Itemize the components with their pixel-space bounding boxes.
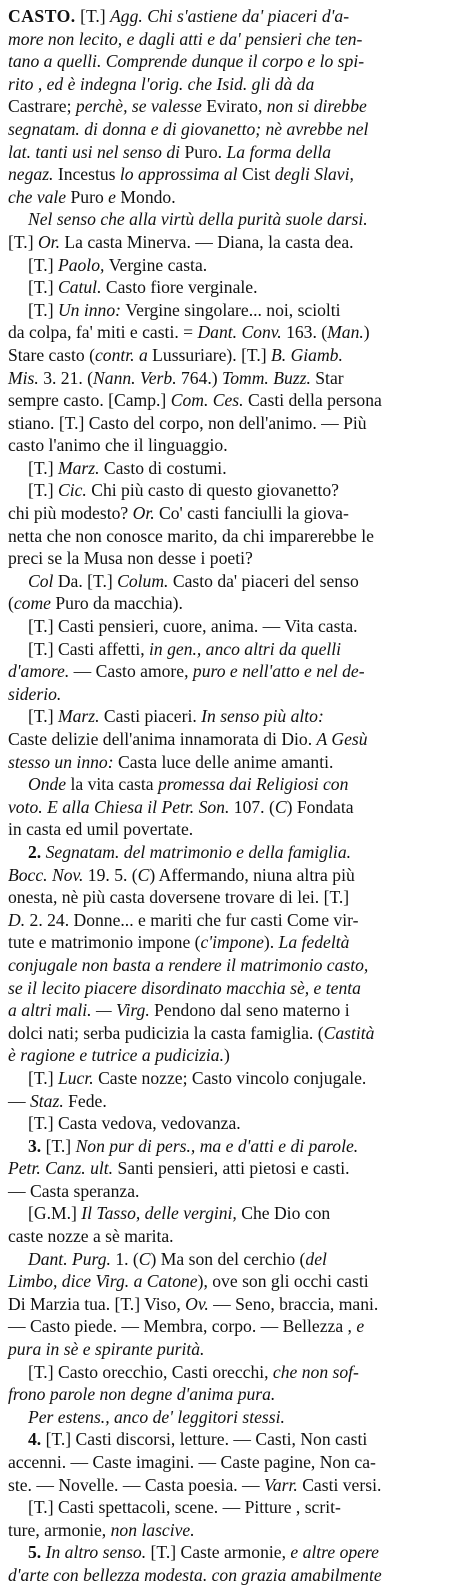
italic-text: perchè, se valesse: [75, 96, 207, 117]
text-run: [T.]: [28, 480, 58, 501]
italic-text: Dant. Conv.: [197, 322, 287, 343]
italic-text: d'amore.: [8, 661, 74, 682]
text-run: 2. 24. Donne... e mariti che fur casti Come vir-: [29, 909, 359, 930]
italic-text: che non sof-: [272, 1361, 359, 1382]
entry-line: [8, 208, 467, 231]
italic-text: Segnatam. del matrimonio e della famiglia.: [45, 841, 352, 862]
italic-text: La forma della: [226, 141, 332, 162]
italic-text: more non lecito, e dagli atti e da' pensieri che ten-: [8, 28, 363, 49]
italic-text: Col: [28, 570, 58, 591]
entry-line: [8, 886, 467, 909]
text-run: [T.]: [28, 277, 58, 298]
text-run: Lussuriare). [T.]: [152, 344, 272, 365]
entry-line: [8, 50, 467, 73]
entry-line: [8, 118, 467, 141]
text-run: Mondo.: [120, 186, 176, 207]
italic-text: come: [13, 593, 56, 614]
entry-line: [8, 95, 467, 118]
italic-text: siderio.: [8, 683, 62, 704]
text-run: Chi più casto di questo giovanetto?: [91, 480, 339, 501]
entry-line: [8, 1112, 467, 1135]
entry-line: [8, 1338, 467, 1361]
entry-line: [8, 683, 467, 706]
entry-line: [8, 705, 467, 728]
text-run: [T.] Caste armonie,: [150, 1542, 291, 1563]
italic-text: non lascive.: [110, 1519, 195, 1540]
entry-line: [8, 1541, 467, 1564]
entry-line: [8, 163, 467, 186]
italic-text: del: [305, 1248, 327, 1269]
italic-text: Man.: [327, 322, 364, 343]
italic-text: stesso un inno:: [8, 751, 118, 772]
italic-text: B. Giamb.: [271, 344, 343, 365]
text-run: Casto da' piaceri del senso: [172, 570, 359, 591]
entry-line: [8, 864, 467, 887]
italic-text: puro e nell'atto e nel de-: [192, 661, 365, 682]
italic-text: Lucr.: [57, 1067, 99, 1088]
entry-line: [8, 570, 467, 593]
text-run: ), ove son gli occhi casti: [197, 1271, 369, 1292]
italic-text: e: [356, 1316, 365, 1337]
sense-number: 4.: [28, 1429, 46, 1450]
text-run: casto l'animo che il linguaggio.: [8, 435, 228, 456]
text-run: Stare casto (: [8, 344, 95, 365]
entry-line: [8, 1180, 467, 1203]
text-run: accenni. — Caste imagini. — Caste pagine, Non ca-: [8, 1452, 376, 1472]
italic-text: Dant. Purg.: [28, 1248, 116, 1269]
italic-text: pura in sè e spirante purità.: [8, 1339, 205, 1360]
italic-text: se il lecito piacere disordinato macchia sè, e tenta: [8, 977, 361, 998]
italic-text: Or.: [37, 231, 65, 252]
italic-text: Limbo, dice Virg. a Catone: [8, 1271, 198, 1292]
text-run: 3. 21. (: [43, 367, 94, 388]
sense-number: 3.: [28, 1135, 46, 1156]
italic-text: Onde: [28, 774, 71, 795]
text-run: Pendono dal seno materno i: [154, 1000, 350, 1021]
italic-text: Castità: [323, 1022, 375, 1043]
entry-line: [8, 321, 467, 344]
italic-text: Per estens., anco de' leggitori stessi.: [28, 1406, 285, 1427]
text-run: [T.]: [8, 231, 38, 252]
text-run: [T.] Casti affetti,: [28, 638, 149, 659]
italic-text: segnatam. di donna e di giovanetto; nè avrebbe nel: [8, 118, 369, 139]
text-run: —: [8, 1090, 30, 1111]
italic-text: Mis.: [8, 367, 44, 388]
text-run: Di Marzia tua. [T.] Viso,: [8, 1293, 186, 1314]
italic-text: Cic.: [57, 480, 92, 501]
italic-text: rito , ed è indegna l'orig. che Isid. gli dà da: [8, 73, 315, 94]
italic-text: D.: [8, 909, 30, 930]
italic-text: In altro senso.: [45, 1542, 151, 1563]
entry-line: [8, 592, 467, 615]
text-run: Puro da macchia).: [55, 593, 183, 614]
entry-line: [8, 1564, 467, 1587]
text-run: Da. [T.]: [57, 570, 118, 591]
text-run: Vergine singolare... noi, sciolti: [125, 299, 341, 320]
text-run: onesta, nè più casta doversene trovare di lei. [T.]: [8, 887, 350, 908]
entry-line: [8, 773, 467, 796]
text-run: Casti piaceri.: [103, 706, 202, 727]
text-run: Co' casti fanciulli la giova-: [159, 503, 349, 524]
text-run: Puro.: [184, 141, 227, 162]
entry-line: [8, 1090, 467, 1113]
entry-line: [8, 1315, 467, 1338]
text-run: stiano. [T.] Casto del corpo, non dell'animo. — Più: [8, 412, 367, 433]
italic-text: Colum.: [117, 570, 173, 591]
text-run: Cist: [241, 164, 275, 185]
entry-line: [8, 1248, 467, 1271]
entry-line: [8, 909, 467, 932]
italic-text: non si direbbe: [266, 96, 367, 117]
entry-line: [8, 389, 467, 412]
text-run: ture, armonie,: [8, 1519, 111, 1540]
entry-line: [8, 638, 467, 661]
italic-text: promessa dai Religiosi con: [157, 774, 349, 795]
text-run: — Casto amore,: [73, 661, 193, 682]
text-run: [T.]: [28, 706, 58, 727]
entry-line: [8, 1022, 467, 1045]
sense-number: 5.: [28, 1542, 46, 1563]
text-run: Casti della persona: [247, 390, 382, 411]
entry-line: [8, 1519, 467, 1542]
text-run: 19. 5. (: [87, 864, 138, 885]
entry-line: [8, 1135, 467, 1158]
entry-line: [8, 1157, 467, 1180]
dictionary-entry-casto: [8, 5, 467, 1587]
italic-text: Nel senso che alla virtù della purità suole darsi.: [28, 209, 368, 230]
italic-text: contr. a: [94, 344, 153, 365]
italic-text: Paolo,: [57, 254, 109, 275]
italic-text: a altri mali. — Virg.: [8, 1000, 155, 1021]
italic-text: degli Slavi,: [274, 164, 354, 185]
text-run: [T.]: [28, 299, 58, 320]
entry-line: [8, 841, 467, 864]
entry-line: [8, 28, 467, 51]
entry-line: [8, 728, 467, 751]
entry-line: [8, 231, 467, 254]
entry-line: [8, 457, 467, 480]
text-run: caste nozze a sè marita.: [8, 1226, 174, 1247]
entry-line: [8, 1293, 467, 1316]
italic-text: Un inno:: [57, 299, 126, 320]
italic-text: Catul.: [57, 277, 106, 298]
text-run: [T.] Casti spettacoli, scene. — Pitture , scrit-: [28, 1497, 341, 1518]
entry-line: [8, 1451, 467, 1474]
text-run: Caste nozze; Casto vincolo conjugale.: [98, 1067, 367, 1088]
italic-text: lo approssima al: [119, 164, 242, 185]
entry-line: [8, 1067, 467, 1090]
italic-text: A Gesù: [316, 729, 368, 749]
entry-line: [8, 977, 467, 1000]
entry-line: [8, 1270, 467, 1293]
italic-text: Petr. Canz. ult.: [8, 1158, 118, 1179]
text-run: Star: [315, 367, 344, 388]
text-run: ) Fondata: [286, 796, 354, 817]
entry-line: [8, 999, 467, 1022]
text-run: [T.] Casti discorsi, letture. — Casti, Non casti: [45, 1429, 368, 1450]
text-run: da colpa, fa' miti e casti. =: [8, 322, 198, 343]
entry-line: [8, 1044, 467, 1067]
headword: CASTO.: [8, 6, 76, 26]
entry-line: [8, 547, 467, 570]
entry-line: [8, 660, 467, 683]
text-run: Santi pensieri, atti pietosi e casti.: [117, 1158, 350, 1179]
italic-text: frono parole non degne d'anima pura.: [8, 1384, 276, 1405]
entry-line: [8, 525, 467, 548]
italic-text: Agg. Chi s'astiene da' piaceri d'a-: [110, 6, 350, 26]
text-run: [T.]: [28, 254, 58, 275]
text-run: 163. (: [286, 322, 328, 343]
italic-text: Marz.: [57, 457, 104, 478]
text-run: [T.] Casta vedova, vedovanza.: [28, 1113, 241, 1134]
text-run: [T.]: [75, 6, 111, 26]
entry-line: [8, 344, 467, 367]
italic-text: è ragione e tutrice a pudicizia.: [8, 1045, 224, 1066]
italic-text: Bocc. Nov.: [8, 864, 88, 885]
text-run: La casta Minerva. — Diana, la casta dea.: [64, 231, 354, 252]
entry-line: [8, 1406, 467, 1429]
text-run: 1. (: [115, 1248, 139, 1269]
entry-line: [8, 5, 467, 28]
italic-text: Staz.: [30, 1090, 69, 1111]
italic-text: Tomm. Buzz.: [222, 367, 316, 388]
italic-text: In senso più alto:: [201, 706, 324, 727]
text-run: tute e matrimonio impone (: [8, 932, 201, 953]
entry-line: [8, 502, 467, 525]
sense-number: 2.: [28, 841, 46, 862]
entry-line: [8, 434, 467, 457]
text-run: in casta ed umil povertate.: [8, 819, 194, 840]
text-run: [G.M.]: [28, 1203, 82, 1224]
entry-line: [8, 254, 467, 277]
italic-text: Varr.: [264, 1474, 303, 1495]
text-run: ) Ma son del cerchio (: [150, 1248, 306, 1269]
text-run: 107. (: [233, 796, 275, 817]
text-run: chi più modesto?: [8, 503, 133, 524]
text-run: [T.]: [28, 1067, 58, 1088]
entry-line: [8, 186, 467, 209]
text-run: la vita casta: [70, 774, 158, 795]
text-run: preci se la Musa non desse i poeti?: [8, 548, 253, 569]
text-run: Castrare;: [8, 96, 76, 117]
text-run: Casto fiore verginale.: [105, 277, 258, 298]
text-run: — Casta speranza.: [8, 1180, 140, 1201]
text-run: Che Dio con: [241, 1203, 331, 1224]
entry-line: [8, 141, 467, 164]
entry-line: [8, 412, 467, 435]
text-run: 764.): [181, 367, 223, 388]
italic-text: Il Tasso, delle vergini,: [81, 1203, 242, 1224]
italic-text: negaz.: [8, 164, 58, 185]
entry-line: [8, 276, 467, 299]
text-run: ) Affermando, niuna altra più: [149, 864, 355, 885]
entry-line: [8, 479, 467, 502]
text-run: (: [8, 593, 14, 614]
entry-line: [8, 1496, 467, 1519]
entry-line: [8, 1361, 467, 1384]
text-run: ): [363, 322, 370, 343]
text-run: [T.]: [28, 457, 58, 478]
text-run: Puro: [70, 186, 109, 207]
text-run: [T.] Casti pensieri, cuore, anima. — Vita casta.: [28, 616, 358, 637]
text-run: dolci nati; serba pudicizia la casta famiglia. (: [8, 1022, 324, 1043]
italic-text: lat. tanti usi nel senso di: [8, 141, 185, 162]
italic-text: che vale: [8, 186, 71, 207]
entry-line: [8, 1428, 467, 1451]
italic-text: La fedeltà: [278, 932, 350, 953]
entry-line: [8, 1474, 467, 1497]
italic-text: voto. E alla Chiesa il Petr. Son.: [8, 796, 234, 817]
entry-line: [8, 299, 467, 322]
text-run: — Casto piede. — Membra, corpo. — Bellezza ,: [8, 1316, 357, 1337]
text-run: Vergine casta.: [108, 254, 208, 275]
entry-line: [8, 1383, 467, 1406]
entry-line: [8, 751, 467, 774]
italic-text: C: [274, 796, 287, 817]
text-run: netta che non conosce marito, da chi imparerebbe le: [8, 525, 374, 546]
italic-text: d'arte con bellezza modesta. con grazia amabilmente: [8, 1564, 382, 1585]
text-run: ste. — Novelle. — Casta poesia. —: [8, 1474, 265, 1495]
text-run: [T.] Casto orecchio, Casti orecchi,: [28, 1361, 273, 1382]
italic-text: C: [137, 864, 150, 885]
text-run: Casto di costumi.: [103, 457, 227, 478]
italic-text: Marz.: [57, 706, 104, 727]
entry-line: [8, 931, 467, 954]
entry-line: [8, 796, 467, 819]
italic-text: conjugale non basta a rendere il matrimonio casto,: [8, 954, 369, 975]
italic-text: tano a quelli. Comprende dunque il corpo e lo spi-: [8, 51, 365, 72]
italic-text: c'impone: [200, 932, 264, 953]
text-run: Casti versi.: [302, 1474, 382, 1495]
text-run: sempre casto. [Camp.]: [8, 390, 171, 411]
entry-line: [8, 1202, 467, 1225]
entry-line: [8, 1225, 467, 1248]
text-run: Incestus: [57, 164, 120, 185]
italic-text: Ov.: [185, 1293, 214, 1314]
text-run: ).: [263, 932, 279, 953]
text-run: Evirato,: [206, 96, 267, 117]
italic-text: Non pur di pers., ma e d'atti e di parole.: [75, 1135, 359, 1156]
text-run: Casta luce delle anime amanti.: [117, 751, 334, 772]
entry-line: [8, 615, 467, 638]
italic-text: Com. Ces.: [170, 390, 248, 411]
italic-text: e: [108, 186, 121, 207]
italic-text: in gen., anco altri da quelli: [149, 638, 342, 659]
entry-line: [8, 73, 467, 96]
text-run: Fede.: [68, 1090, 107, 1111]
text-run: [T.]: [45, 1135, 76, 1156]
text-run: ): [223, 1045, 230, 1066]
italic-text: Or.: [132, 503, 160, 524]
text-run: — Seno, braccia, mani.: [213, 1293, 379, 1314]
entry-line: [8, 818, 467, 841]
italic-text: C: [138, 1248, 151, 1269]
entry-line: [8, 954, 467, 977]
entry-line: [8, 367, 467, 390]
italic-text: Nann. Verb.: [93, 367, 181, 388]
italic-text: e altre opere: [290, 1542, 379, 1563]
text-run: Caste delizie dell'anima innamorata di Dio.: [8, 729, 317, 749]
